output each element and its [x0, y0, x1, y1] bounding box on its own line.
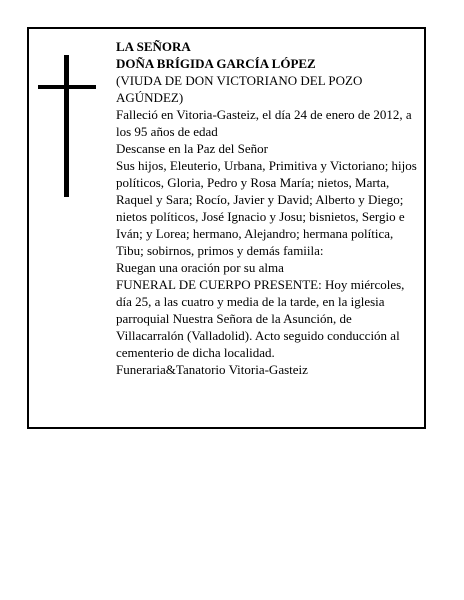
death-details: Falleció en Vitoria-Gasteiz, el día 24 de enero de 2012, a los 95 años de edad — [116, 107, 412, 139]
funeral-home: Funeraria&Tanatorio Vitoria-Gasteiz — [116, 362, 308, 377]
widow-note: (VIUDA DE DON VICTORIANO DEL POZO AGÚNDEZ) — [116, 73, 363, 105]
cross-icon — [64, 55, 69, 197]
family-list: Sus hijos, Eleuterio, Urbana, Primitiva y Victoriano; hijos políticos, Gloria, Pedro y Rosa María; nietos, Marta, Raquel y Sara; Rocío, Javier y David; Alberto y Diego; nietos políticos, José Ignacio y Josu; bisnietos, Sergio e Iván; y Lorea; hermano, Alejandro; hermana política, Tibu; sobirnos, primos y demás famiila: — [116, 158, 417, 258]
prayer-request: Ruegan una oración por su alma — [116, 260, 284, 275]
cross-icon-arm — [38, 85, 96, 89]
obituary-text — [116, 38, 422, 378]
rest-in-peace: Descanse en la Paz del Señor — [116, 141, 268, 156]
funeral-details: FUNERAL DE CUERPO PRESENTE: Hoy miércoles, día 25, a las cuatro y media de la tarde, en la iglesia parroquial Nuestra Señora de la Asunción, de Villacarralón (Valladolid). Acto seguido conducción al cementerio de dicha localidad. — [116, 277, 405, 360]
deceased-name: DOÑA BRÍGIDA GARCÍA LÓPEZ — [116, 56, 316, 71]
notice-heading: LA SEÑORA — [116, 39, 191, 54]
